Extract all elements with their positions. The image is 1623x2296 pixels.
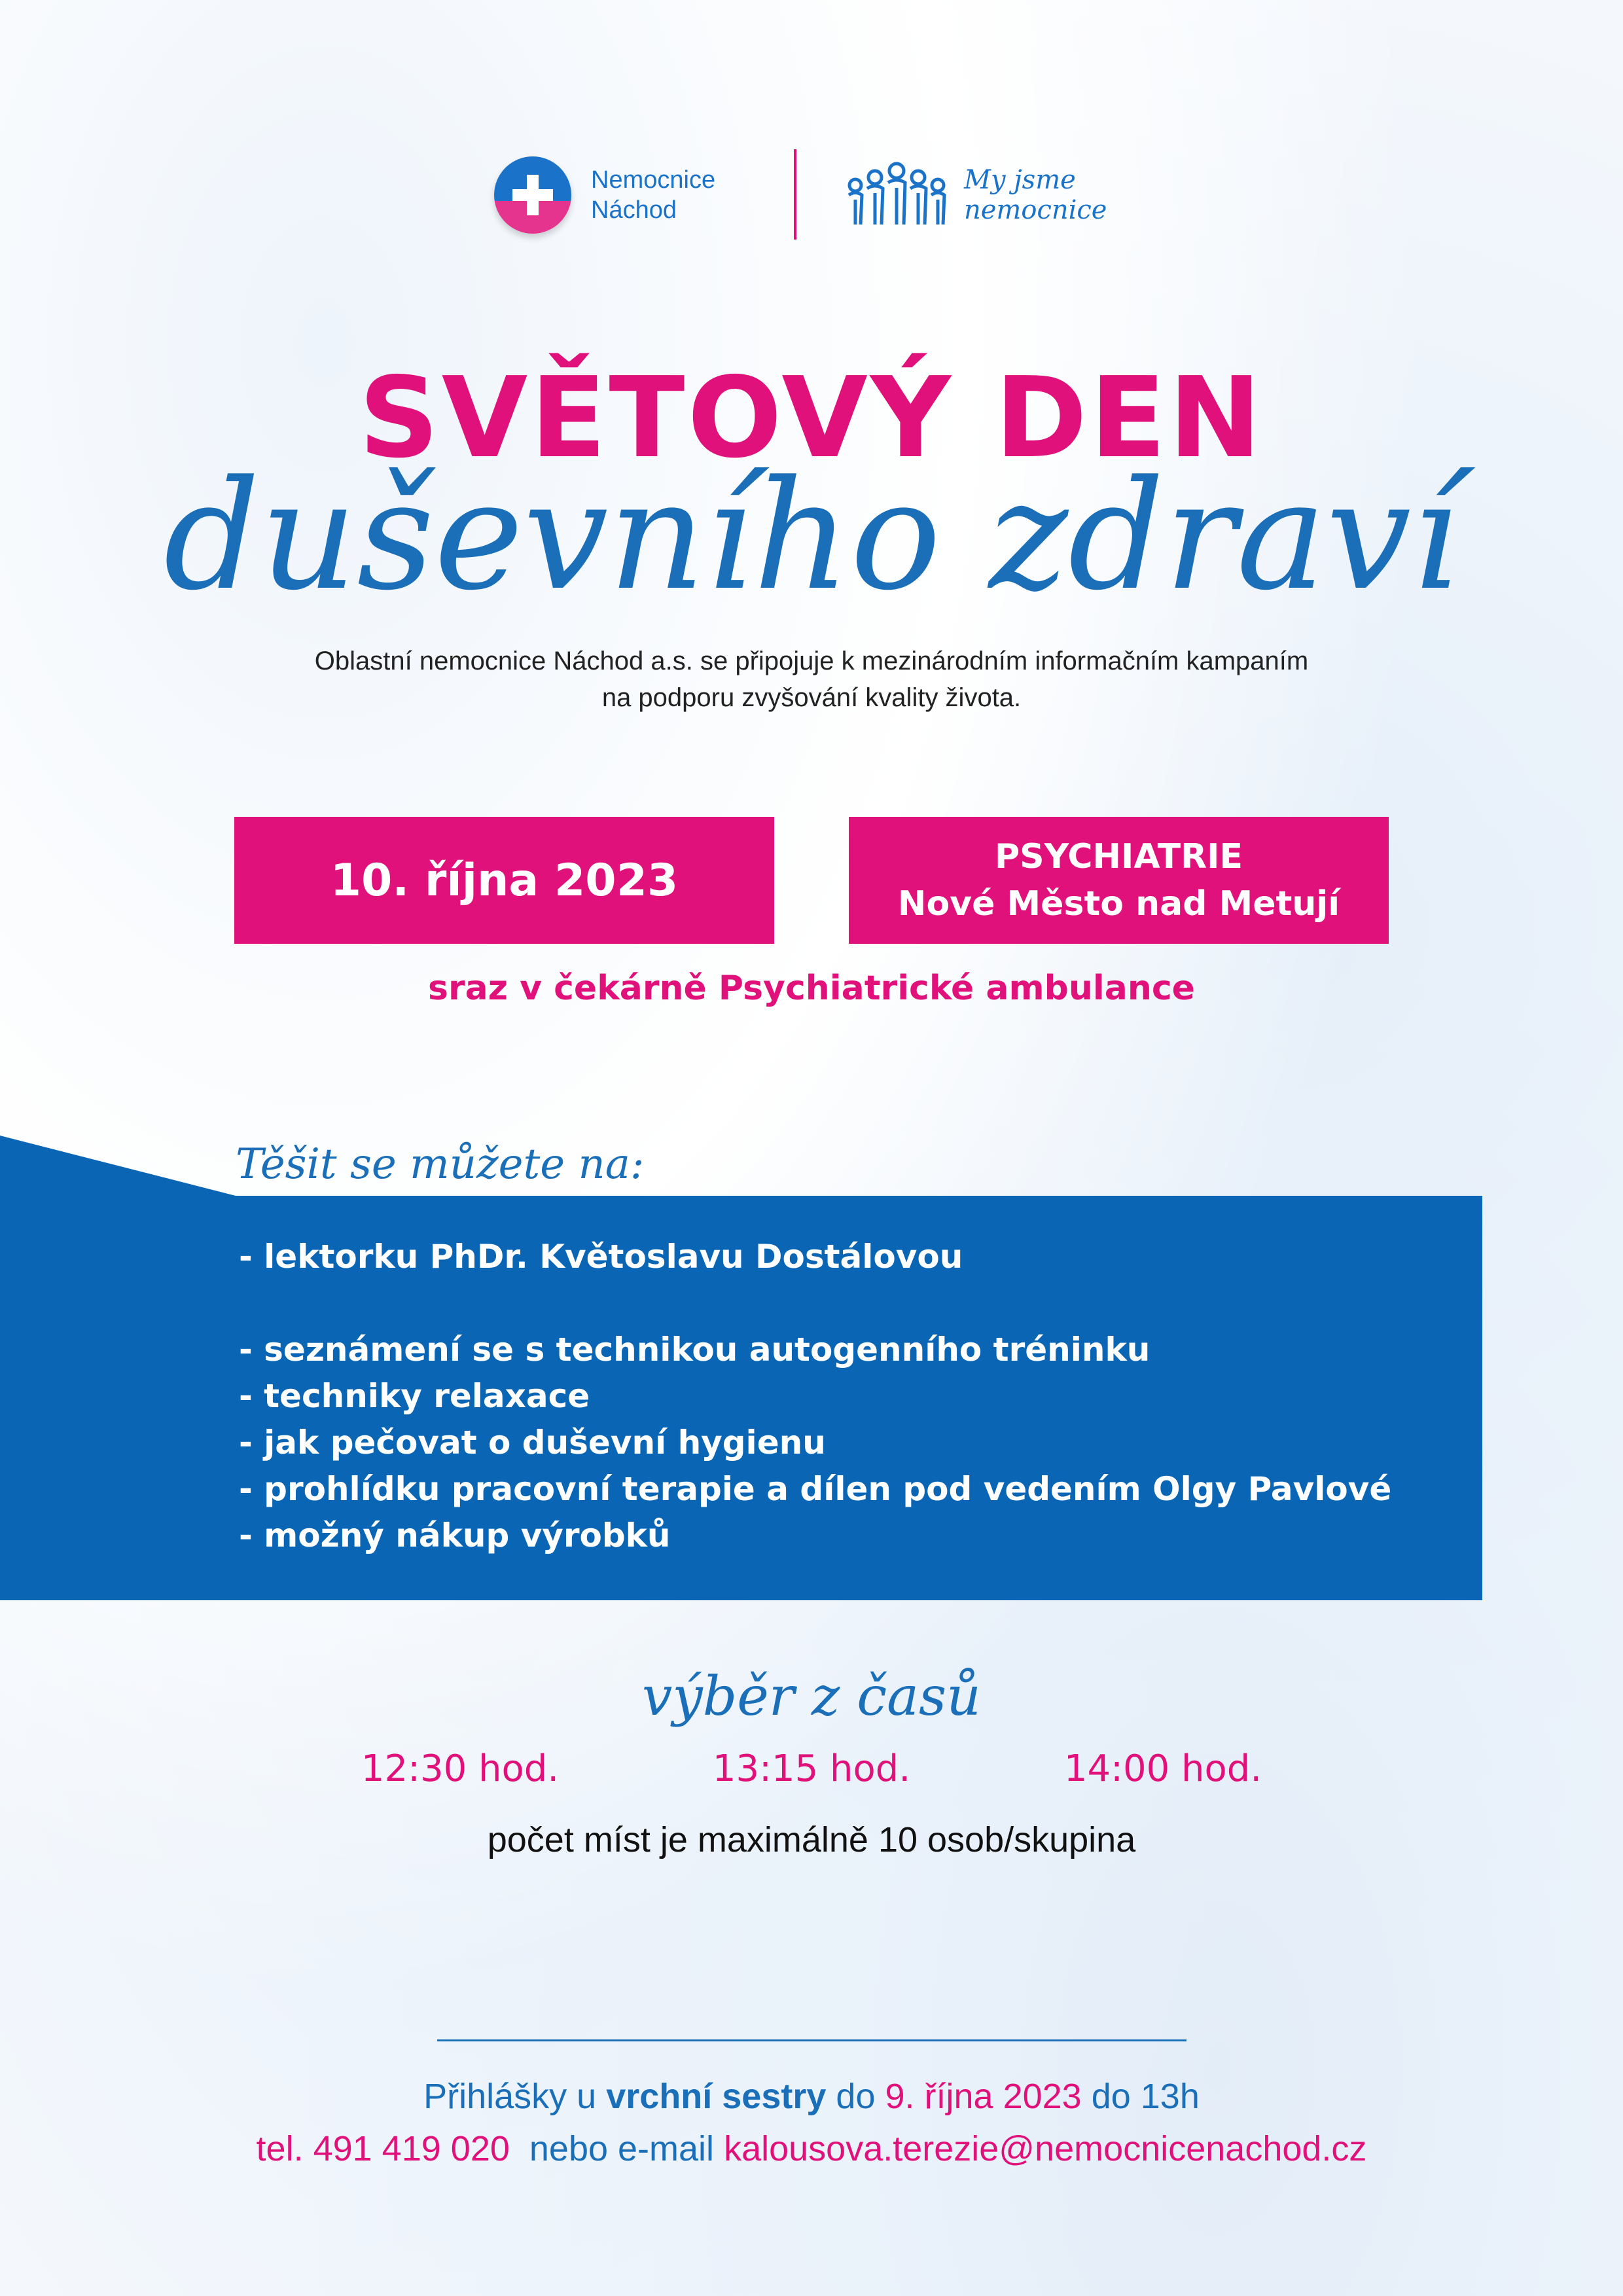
campaign-name bbox=[964, 165, 1107, 225]
registration-contact-role: vrchní sestry bbox=[606, 2077, 827, 2116]
contact-info bbox=[0, 2128, 1623, 2169]
event-date: 10. října 2023 bbox=[330, 854, 679, 906]
footer-divider bbox=[437, 2039, 1186, 2041]
hospital-name-line1: Nemocnice bbox=[591, 166, 716, 194]
intro-line2: na podporu zvyšování kvality života. bbox=[601, 683, 1022, 712]
place-line2: Nové Město nad Metují bbox=[897, 884, 1340, 924]
time-slot: 14:00 hod. bbox=[1063, 1748, 1262, 1790]
program-list bbox=[239, 1234, 1391, 1559]
capacity-note: počet míst je maximálně 10 osob/skupina bbox=[487, 1820, 1136, 1859]
place-line1: PSYCHIATRIE bbox=[995, 837, 1243, 876]
program-item: - jak pečovat o duševní hygienu bbox=[239, 1424, 826, 1462]
program-heading: Těšit se můžete na: bbox=[236, 1140, 645, 1189]
program-item: - techniky relaxace bbox=[239, 1377, 590, 1415]
medical-cross-icon bbox=[494, 156, 571, 234]
time-slot: 13:15 hod. bbox=[712, 1748, 911, 1790]
time-slot: 12:30 hod. bbox=[361, 1748, 560, 1790]
campaign-name-line1: My jsme bbox=[964, 165, 1076, 195]
program-item: - seznámení se s technikou autogenního tréninku bbox=[239, 1331, 1150, 1369]
program-item: - možný nákup výrobků bbox=[239, 1516, 671, 1554]
program-item: - lektorku PhDr. Květoslavu Dostálovou bbox=[239, 1238, 963, 1276]
program-item: - prohlídku pracovní terapie a dílen pod vedením Olgy Pavlové bbox=[239, 1470, 1392, 1508]
campaign-name-line2: nemocnice bbox=[964, 195, 1107, 225]
intro-text bbox=[0, 643, 1623, 716]
registration-until: do bbox=[826, 2077, 885, 2116]
logo-divider bbox=[794, 149, 796, 240]
registration-deadline-date: 9. října 2023 bbox=[885, 2077, 1082, 2116]
title-script: duševního zdraví bbox=[164, 449, 1459, 624]
contact-or-email: nebo e-mail bbox=[509, 2129, 724, 2168]
intro-line1: Oblastní nemocnice Náchod a.s. se připojuje k mezinárodním informačním kampaním bbox=[314, 647, 1309, 675]
meeting-point: sraz v čekárně Psychiatrické ambulance bbox=[428, 969, 1195, 1008]
place-box bbox=[849, 817, 1389, 944]
contact-phone[interactable]: tel. 491 419 020 bbox=[256, 2129, 510, 2168]
registration-prefix: Přihlášky u bbox=[423, 2077, 607, 2116]
people-icon bbox=[841, 159, 952, 231]
times-heading: výběr z časů bbox=[642, 1666, 981, 1728]
date-box bbox=[234, 817, 774, 944]
campaign-logo bbox=[841, 149, 1142, 241]
registration-deadline-time: do 13h bbox=[1081, 2077, 1200, 2116]
hospital-name bbox=[591, 165, 715, 225]
contact-email[interactable]: kalousova.terezie@nemocnicenachod.cz bbox=[724, 2129, 1367, 2168]
registration-info bbox=[0, 2076, 1623, 2117]
title-main: SVĚTOVÝ DEN bbox=[359, 353, 1264, 483]
hospital-logo bbox=[494, 149, 756, 241]
hospital-name-line2: Náchod bbox=[591, 196, 677, 224]
